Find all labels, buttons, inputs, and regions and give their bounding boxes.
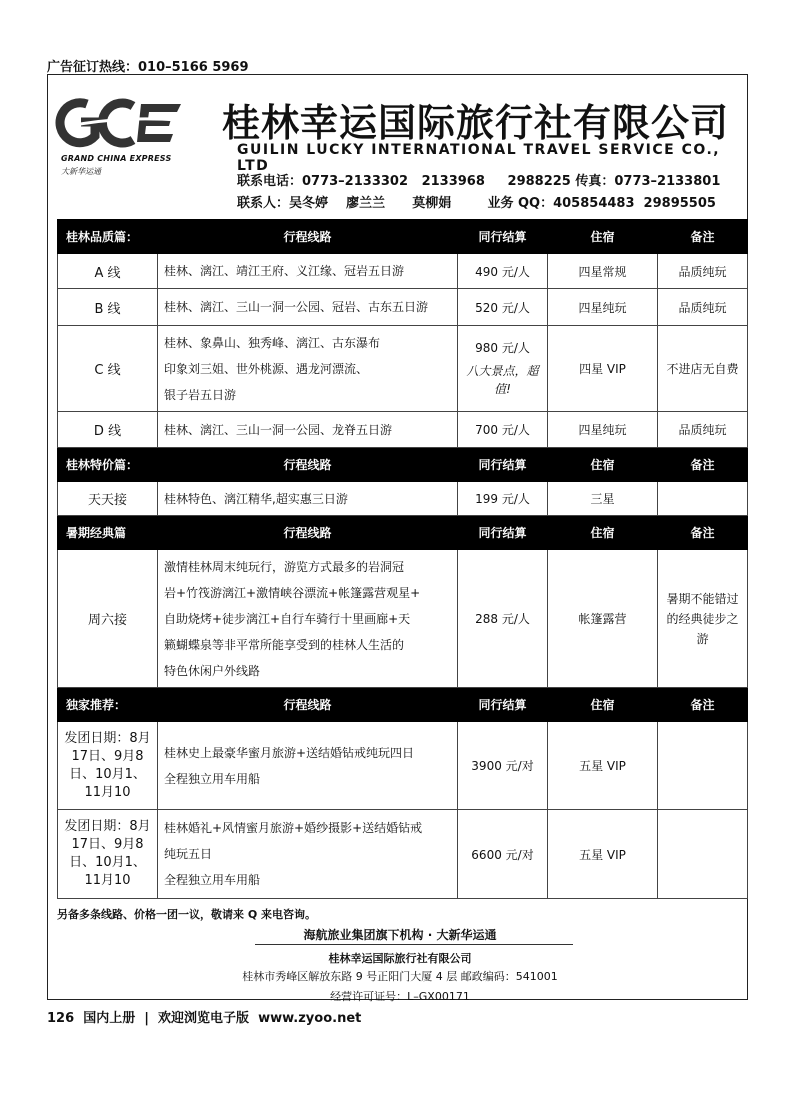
route-price: 700 元/人 xyxy=(458,412,548,448)
col-header-stay: 住宿 xyxy=(548,516,658,550)
table-row xyxy=(58,810,748,899)
col-header-route: 行程线路 xyxy=(158,220,458,254)
route-desc: 桂林史上最豪华蜜月旅游+送结婚钻戒纯玩四日 全程独立用车用船 xyxy=(158,722,458,810)
footer-group: 海航旅业集团旗下机构 · 大新华运通 xyxy=(303,928,497,942)
contact-person-line: 联系人：吴冬婷 廖兰兰 莫柳娟 业务 QQ：405854483 29895505 xyxy=(237,196,716,211)
route-stay: 三星 xyxy=(548,482,658,516)
table-row xyxy=(58,722,748,810)
route-code: 周六接 xyxy=(58,550,158,688)
col-header-remark: 备注 xyxy=(658,448,748,482)
section-header-quality xyxy=(58,220,748,254)
route-remark xyxy=(658,810,748,899)
route-code: C 线 xyxy=(58,326,158,412)
route-stay: 四星 VIP xyxy=(548,326,658,412)
route-desc: 桂林、漓江、三山一洞一公园、冠岩、古东五日游 xyxy=(158,289,458,326)
table-row xyxy=(58,412,748,448)
route-remark xyxy=(658,722,748,810)
table-row xyxy=(58,550,748,688)
route-price: 980 元/人 八大景点，超值! xyxy=(458,326,548,412)
route-code: B 线 xyxy=(58,289,158,326)
route-price: 520 元/人 xyxy=(458,289,548,326)
logo-letters: GCE xyxy=(59,91,62,92)
table-row xyxy=(58,254,748,289)
col-header-route: 行程线路 xyxy=(158,688,458,722)
route-price-table xyxy=(57,219,748,899)
col-header-stay: 住宿 xyxy=(548,220,658,254)
route-remark: 品质纯玩 xyxy=(658,254,748,289)
col-header-route: 行程线路 xyxy=(158,516,458,550)
table-row xyxy=(58,289,748,326)
col-header-price: 同行结算 xyxy=(458,220,548,254)
route-stay: 四星纯玩 xyxy=(548,289,658,326)
route-stay: 帐篷露营 xyxy=(548,550,658,688)
footer-company: 桂林幸运国际旅行社有限公司 xyxy=(328,952,472,965)
route-desc: 激情桂林周末纯玩行，游览方式最多的岩洞冠 岩+竹筏游漓江+激情峡谷漂流+帐篷露营观星+ 自助烧烤+徒步漓江+自行车骑行十里画廊+天 籁蝴蝶泉等非平常所能享受到的桂林人生活的 特色休闲户外线路 xyxy=(158,550,458,688)
section-title: 独家推荐： xyxy=(58,688,158,722)
route-desc: 桂林婚礼+风情蜜月旅游+婚纱摄影+送结婚钻戒 纯玩五日 全程独立用车用船 xyxy=(158,810,458,899)
col-header-stay: 住宿 xyxy=(548,688,658,722)
col-header-stay: 住宿 xyxy=(548,448,658,482)
section-header-exclusive xyxy=(58,688,748,722)
footer-license: 经营许可证号：L–GX00171 xyxy=(330,990,470,1003)
section-header-summer xyxy=(58,516,748,550)
ad-hotline: 广告征订热线：010–5166 5969 xyxy=(47,60,249,75)
route-code: 天天接 xyxy=(58,482,158,516)
route-stay: 四星纯玩 xyxy=(548,412,658,448)
section-title: 暑期经典篇 xyxy=(58,516,158,550)
company-header xyxy=(57,88,747,223)
footer-divider xyxy=(255,944,573,945)
route-remark: 暑期不能错过的经典徒步之游 xyxy=(658,550,748,688)
departure-dates: 发团日期：8月17日、9月8日、10月1、11月10 xyxy=(58,810,158,899)
route-price: 288 元/人 xyxy=(458,550,548,688)
page-footer: 126 国内上册 | 欢迎浏览电子版 www.zyoo.net xyxy=(47,1011,362,1026)
departure-dates: 发团日期：8月17日、9月8日、10月1、11月10 xyxy=(58,722,158,810)
company-name-en: GUILIN LUCKY INTERNATIONAL TRAVEL SERVICE CO., LTD xyxy=(237,142,721,174)
route-remark: 品质纯玩 xyxy=(658,412,748,448)
section-title: 桂林品质篇： xyxy=(58,220,158,254)
route-price: 490 元/人 xyxy=(458,254,548,289)
footer-address: 桂林市秀峰区解放东路 9 号正阳门大厦 4 层 邮政编码：541001 xyxy=(242,970,558,983)
col-header-route: 行程线路 xyxy=(158,448,458,482)
route-desc: 桂林、漓江、靖江王府、义江缘、冠岩五日游 xyxy=(158,254,458,289)
col-header-price: 同行结算 xyxy=(458,516,548,550)
route-remark xyxy=(658,482,748,516)
route-code: D 线 xyxy=(58,412,158,448)
route-desc: 桂林特色、漓江精华,超实惠三日游 xyxy=(158,482,458,516)
footnote: 另备多条线路、价格一团一议，敬请来 Q 来电咨询。 xyxy=(57,908,317,921)
section-title: 桂林特价篇： xyxy=(58,448,158,482)
logo-chinese-name: 大新华运通 xyxy=(61,167,101,176)
contact-phone-line: 联系电话：0773–2133302 2133968 2988225 传真：0773–2133801 xyxy=(237,174,721,189)
route-code: A 线 xyxy=(58,254,158,289)
route-price: 3900 元/对 xyxy=(458,722,548,810)
col-header-remark: 备注 xyxy=(658,516,748,550)
col-header-remark: 备注 xyxy=(658,688,748,722)
table-row xyxy=(58,326,748,412)
route-stay: 五星 VIP xyxy=(548,722,658,810)
company-name-cn: 桂林幸运国际旅行社有限公司 xyxy=(222,101,730,145)
col-header-price: 同行结算 xyxy=(458,688,548,722)
route-remark: 品质纯玩 xyxy=(658,289,748,326)
col-header-remark: 备注 xyxy=(658,220,748,254)
route-stay: 四星常规 xyxy=(548,254,658,289)
route-desc: 桂林、漓江、三山一洞一公园、龙脊五日游 xyxy=(158,412,458,448)
section-header-special xyxy=(58,448,748,482)
route-price: 6600 元/对 xyxy=(458,810,548,899)
col-header-price: 同行结算 xyxy=(458,448,548,482)
gce-logo-icon xyxy=(59,91,184,176)
route-remark: 不进店无自费 xyxy=(658,326,748,412)
price-note: 八大景点，超值! xyxy=(466,364,539,396)
table-row xyxy=(58,482,748,516)
logo-english-name: GRAND CHINA EXPRESS xyxy=(61,154,172,163)
route-desc: 桂林、象鼻山、独秀峰、漓江、古东瀑布 印象刘三姐、世外桃源、遇龙河漂流、 银子岩五日游 xyxy=(158,326,458,412)
route-price: 199 元/人 xyxy=(458,482,548,516)
route-stay: 五星 VIP xyxy=(548,810,658,899)
